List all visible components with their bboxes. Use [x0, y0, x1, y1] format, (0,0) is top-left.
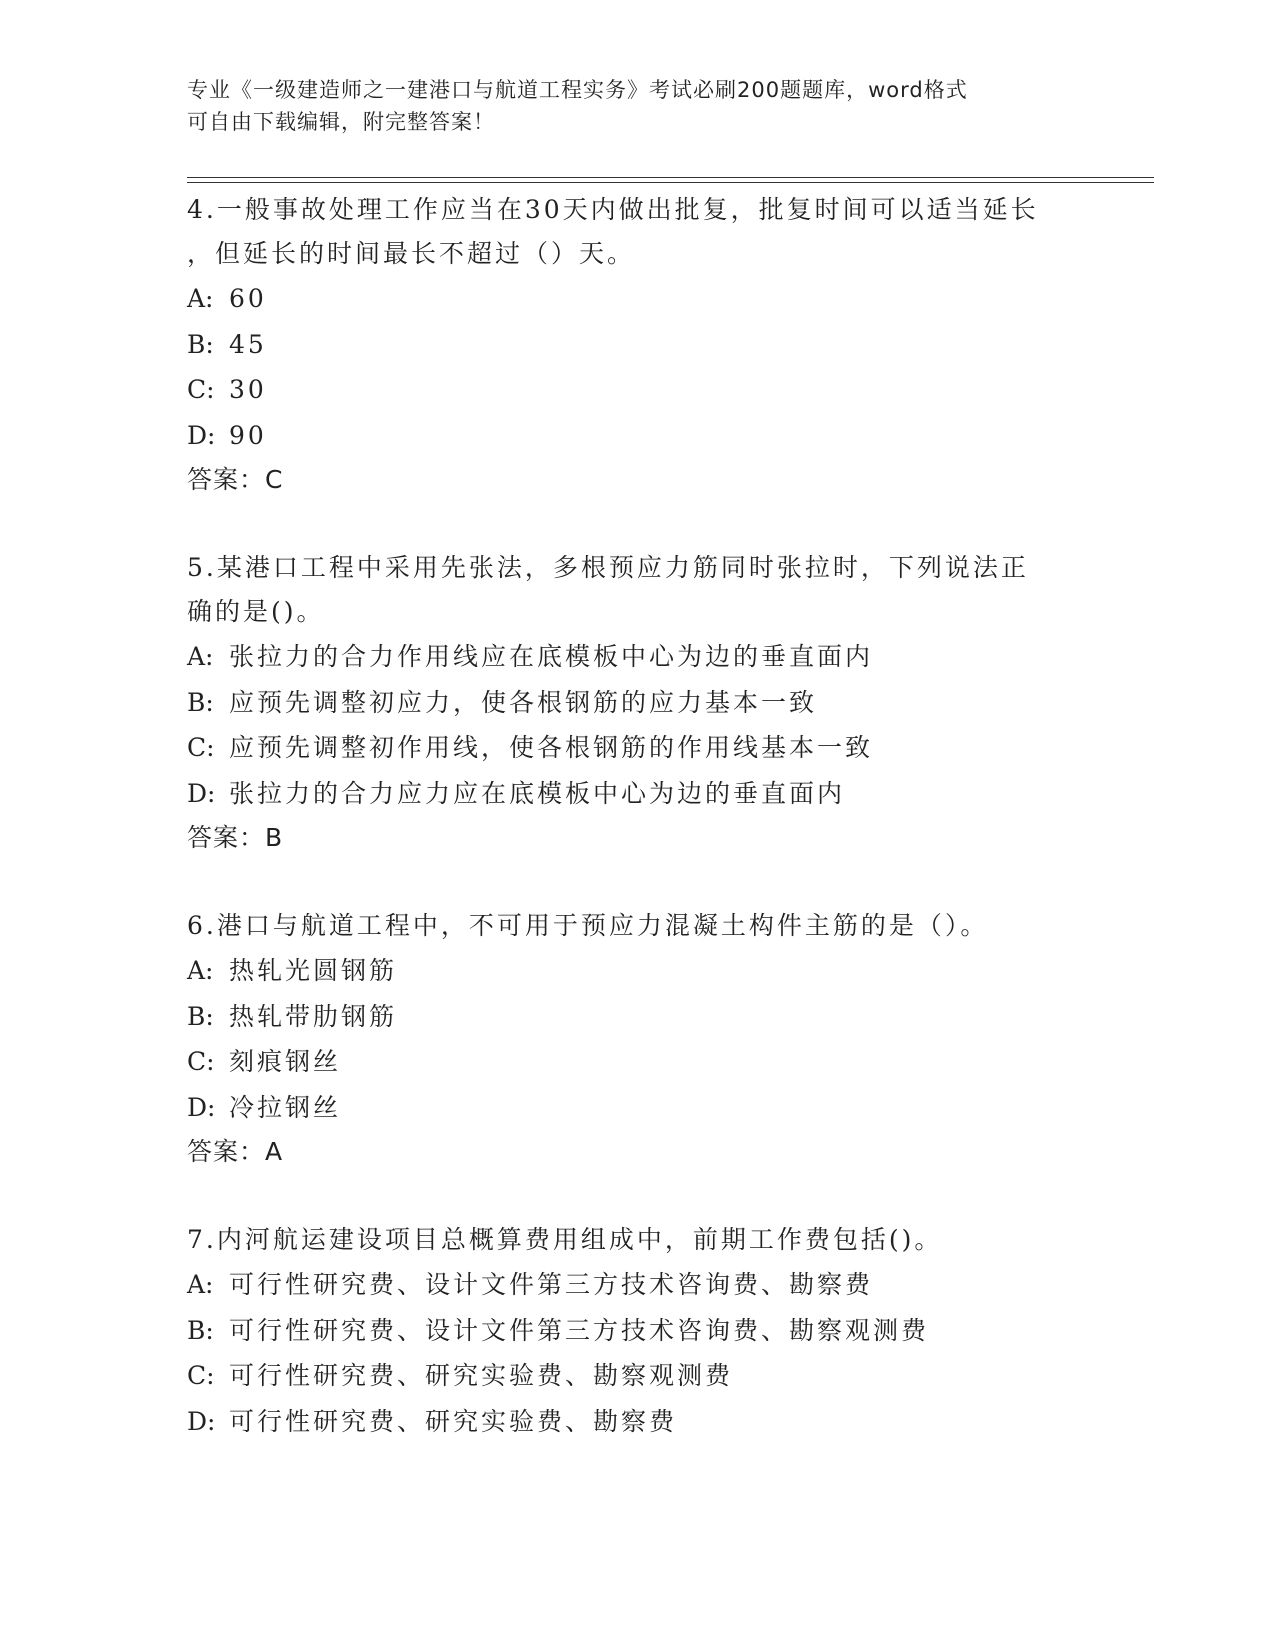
- option-letter: D:: [187, 778, 216, 808]
- option-text: 45: [229, 329, 267, 359]
- option-text: 可行性研究费、设计文件第三方技术咨询费、勘察费: [229, 1270, 874, 1299]
- option-text: 30: [229, 375, 267, 404]
- option-letter: B:: [187, 687, 214, 717]
- option-letter: A:: [187, 956, 214, 985]
- option-letter: B:: [187, 1315, 214, 1345]
- question-6: [187, 904, 1087, 1174]
- option-letter: D:: [187, 1092, 216, 1122]
- option-text: 60: [229, 284, 267, 313]
- option-d: [187, 771, 1087, 817]
- answer-label: 答案：B: [187, 823, 284, 852]
- question-list: [187, 188, 1087, 1444]
- option-text: 可行性研究费、研究实验费、勘察观测费: [229, 1361, 734, 1390]
- question-7: [187, 1218, 1087, 1444]
- question-gap: [187, 860, 1087, 904]
- option-d: [187, 1399, 1087, 1445]
- option-letter: A:: [187, 1270, 214, 1299]
- question-gap: [187, 1174, 1087, 1218]
- question-stem: 5.某港口工程中采用先张法，多根预应力筋同时张拉时，下列说法正: [187, 553, 1029, 582]
- option-letter: C:: [187, 375, 215, 404]
- option-text: 应预先调整初应力，使各根钢筋的应力基本一致: [229, 687, 818, 717]
- option-c: [187, 1353, 1087, 1399]
- option-text: 应预先调整初作用线，使各根钢筋的作用线基本一致: [229, 733, 874, 762]
- option-letter: A:: [187, 642, 214, 671]
- question-gap: [187, 502, 1087, 546]
- option-a: [187, 1262, 1087, 1308]
- option-text: 可行性研究费、设计文件第三方技术咨询费、勘察观测费: [229, 1315, 930, 1345]
- answer-label: 答案：C: [187, 465, 284, 494]
- option-text: 热轧光圆钢筋: [229, 956, 398, 985]
- option-c: [187, 725, 1087, 771]
- question-stem: 6.港口与航道工程中，不可用于预应力混凝土构件主筋的是（）。: [187, 911, 989, 940]
- question-stem: 4.一般事故处理工作应当在30天内做出批复，批复时间可以适当延长: [187, 195, 1039, 224]
- option-letter: D:: [187, 1406, 216, 1436]
- option-text: 张拉力的合力应力应在底模板中心为边的垂直面内: [229, 778, 846, 808]
- answer-label: 答案：A: [187, 1137, 284, 1166]
- header-line-2: 可自由下载编辑，附完整答案！: [187, 110, 495, 134]
- option-text: 刻痕钢丝: [229, 1047, 342, 1076]
- header-line-1: 专业《一级建造师之一建港口与航道工程实务》考试必刷200题题库，word格式: [187, 78, 968, 102]
- option-text: 90: [229, 420, 267, 450]
- option-b: [187, 1308, 1087, 1354]
- option-letter: D:: [187, 420, 216, 450]
- option-a: [187, 634, 1087, 680]
- header-divider: [187, 177, 1154, 183]
- question-stem-continued: 确的是()。: [187, 597, 325, 626]
- question-5: [187, 546, 1087, 860]
- option-a: [187, 948, 1087, 994]
- option-text: 冷拉钢丝: [229, 1092, 342, 1122]
- option-text: 张拉力的合力作用线应在底模板中心为边的垂直面内: [229, 642, 874, 671]
- option-a: [187, 276, 1087, 322]
- option-letter: B:: [187, 1001, 214, 1031]
- option-letter: C:: [187, 1361, 215, 1390]
- question-stem: 7.内河航运建设项目总概算费用组成中，前期工作费包括()。: [187, 1225, 943, 1254]
- question-stem-continued: ，但延长的时间最长不超过（）天。: [187, 239, 636, 268]
- option-b: [187, 322, 1087, 368]
- option-letter: C:: [187, 733, 215, 762]
- page-header: [187, 74, 1067, 138]
- option-text: 可行性研究费、研究实验费、勘察费: [229, 1406, 678, 1436]
- option-b: [187, 680, 1087, 726]
- question-4: [187, 188, 1087, 502]
- option-c: [187, 367, 1087, 413]
- option-c: [187, 1039, 1087, 1085]
- option-b: [187, 994, 1087, 1040]
- option-text: 热轧带肋钢筋: [229, 1001, 398, 1031]
- option-d: [187, 413, 1087, 459]
- option-letter: A:: [187, 284, 214, 313]
- option-letter: B:: [187, 329, 214, 359]
- option-d: [187, 1085, 1087, 1131]
- option-letter: C:: [187, 1047, 215, 1076]
